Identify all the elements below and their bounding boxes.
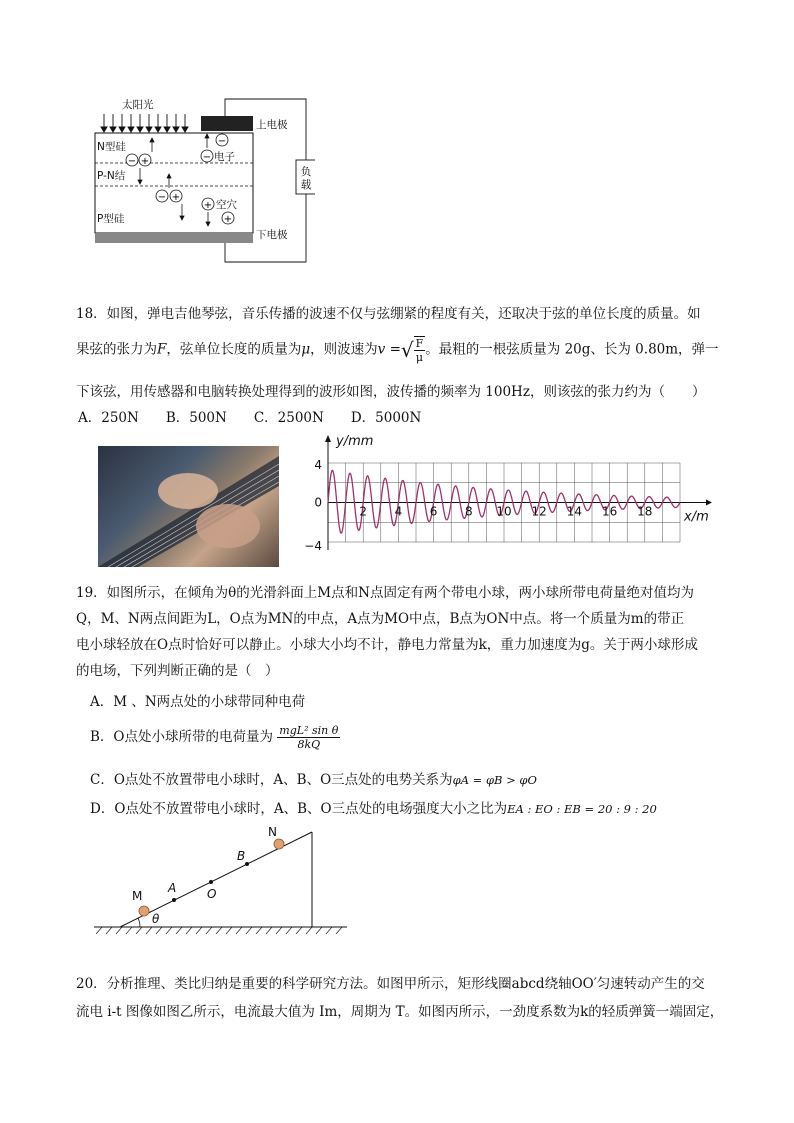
q18-text: ，则波速为 xyxy=(310,341,378,358)
q19-frac-den: 8kQ xyxy=(297,738,321,751)
hole-sign: + xyxy=(171,192,181,203)
q18-line1: 18．如图，弹电吉他琴弦，音乐传播的波速不仅与弦绷紧的程度有关，还取决于弦的单位长度的质量。如 xyxy=(76,306,701,322)
x-tick-label: 4 xyxy=(394,504,403,519)
q19-option-d-relation: EA : EO : EB = 20 : 9 : 20 xyxy=(507,802,657,816)
q18-var-f: F xyxy=(157,341,167,358)
y-tick-label: 0 xyxy=(314,495,322,510)
sunlight-label: 太阳光 xyxy=(122,99,154,111)
guitar-photo xyxy=(98,446,279,567)
q18-line2: 果弦的张力为F，弦单位长度的质量为μ，则波速为v =√ $\frac{F}{\mu}$ 。最粗的一根弦质量为 20g、长为 0.80m，弹一 xyxy=(76,337,719,364)
q19-option-a: A．M 、N两点处的小球带同种电荷 xyxy=(90,694,306,710)
top-electrode-label: 上电极 xyxy=(256,119,288,131)
label-theta: θ xyxy=(152,912,160,926)
q18-text: ，弦单位长度的质量为 xyxy=(166,341,302,358)
x-axis-arrow xyxy=(706,500,712,506)
q19-option-b-frac xyxy=(277,724,340,751)
n-silicon-label: N型硅 xyxy=(97,141,126,153)
y-tick-label: 4 xyxy=(314,458,322,472)
electron-sign: − xyxy=(127,156,137,167)
q19-option-d-text: D．O点处不放置带电小球时，A、B、O三点处的电场强度大小之比为 xyxy=(90,801,508,817)
x-tick-label: 6 xyxy=(429,504,438,519)
label-m: M xyxy=(132,889,143,903)
q19-option-b xyxy=(90,724,340,751)
q18-options: A．250N B．500N C．2500N D．5000N xyxy=(78,410,422,426)
formula-v: v = xyxy=(377,341,401,358)
y-axis-arrow xyxy=(325,435,331,442)
q18-text: 果弦的张力为 xyxy=(76,341,157,358)
incline-diagram xyxy=(92,822,352,940)
label-o: O xyxy=(207,887,217,901)
x-axis-label: x/m xyxy=(684,509,709,525)
q20-line1: 20．分析推理、类比归纳是重要的科学研究方法。如图甲所示，矩形线圈abcd绕轴OO′匀速转动产生的交 xyxy=(76,976,705,992)
x-tick-label: 16 xyxy=(601,504,618,519)
q19-option-d xyxy=(90,797,657,817)
label-a: A xyxy=(168,881,177,895)
incline-figure xyxy=(92,822,352,940)
q19-option-b-text: B．O点处小球所带的电荷量为 xyxy=(90,729,273,745)
y-axis-label: y/mm xyxy=(336,434,374,449)
x-tick-label: 18 xyxy=(637,504,653,519)
electron-sign: − xyxy=(217,136,227,147)
hole-sign: + xyxy=(140,156,150,167)
q18-text: 。最粗的一根弦质量为 20g、长为 0.80m，弹一 xyxy=(425,341,719,358)
q19-option-c-relation: φA = φB > φO xyxy=(452,773,537,787)
load-label: 负 xyxy=(300,166,312,178)
q18-line3: 下该弦，用传感器和电脑转换处理得到的波形如图，波传播的频率为 100Hz，则该弦的张力约为（ ） xyxy=(76,384,706,400)
electron-label: 电子 xyxy=(214,151,235,163)
q19-frac-num: mgL² sin θ xyxy=(279,724,339,737)
solar-cell-diagram xyxy=(90,92,315,264)
electron-sign: − xyxy=(202,152,212,163)
wave-chart-svg xyxy=(298,430,718,575)
q19-line2: Q，M、N两点间距为L，O点为MN的中点，A点为MO中点，B点为ON中点。将一个质量为m的带正 xyxy=(76,611,685,627)
q19-line4: 的电场，下列判断正确的是（ ） xyxy=(76,663,279,679)
hole-label: 空穴 xyxy=(216,199,237,211)
q19-option-c-text: C．O点处不放置带电小球时，A、B、O三点处的电势关系为 xyxy=(90,772,453,788)
bottom-electrode-label: 下电极 xyxy=(256,229,288,241)
hole-sign: + xyxy=(203,200,213,211)
solar-cell-figure xyxy=(90,92,315,264)
formula-den: μ xyxy=(415,351,424,364)
q19-line3: 电小球轻放在O点时恰好可以静止。小球大小均不计，静电力常量为k，重力加速度为g。关于两小球形成 xyxy=(76,637,698,653)
formula-frac xyxy=(414,336,426,364)
x-tick-label: 2 xyxy=(359,504,368,519)
load-label: 载 xyxy=(300,179,312,191)
wave-chart xyxy=(298,430,718,575)
q19-option-c xyxy=(90,768,537,788)
p-silicon-label: P型硅 xyxy=(97,213,125,225)
y-tick-label: −4 xyxy=(304,539,322,553)
guitar-photo-art xyxy=(98,446,279,567)
q20-line2: 流电 i-t 图像如图乙所示，电流最大值为 Im，周期为 T。如图丙所示，一劲度系数为k的轻质弹簧一端固定， xyxy=(76,1004,724,1020)
hole-sign: + xyxy=(223,214,233,225)
x-tick-label: 14 xyxy=(566,504,583,519)
label-n: N xyxy=(268,825,277,839)
label-b: B xyxy=(237,849,246,863)
q19-line1: 19．如图所示，在倾角为θ的光滑斜面上M点和N点固定有两个带电小球，两小球所带电荷量绝对值均为 xyxy=(76,585,694,601)
x-tick-label: 12 xyxy=(531,504,547,519)
x-tick-label: 10 xyxy=(496,504,512,519)
x-tick-label: 8 xyxy=(464,504,473,519)
q18-var-mu: μ xyxy=(301,341,311,358)
pn-junction-label: P-N结 xyxy=(97,170,126,182)
formula-num: F xyxy=(415,337,424,350)
electron-sign: − xyxy=(157,192,167,203)
